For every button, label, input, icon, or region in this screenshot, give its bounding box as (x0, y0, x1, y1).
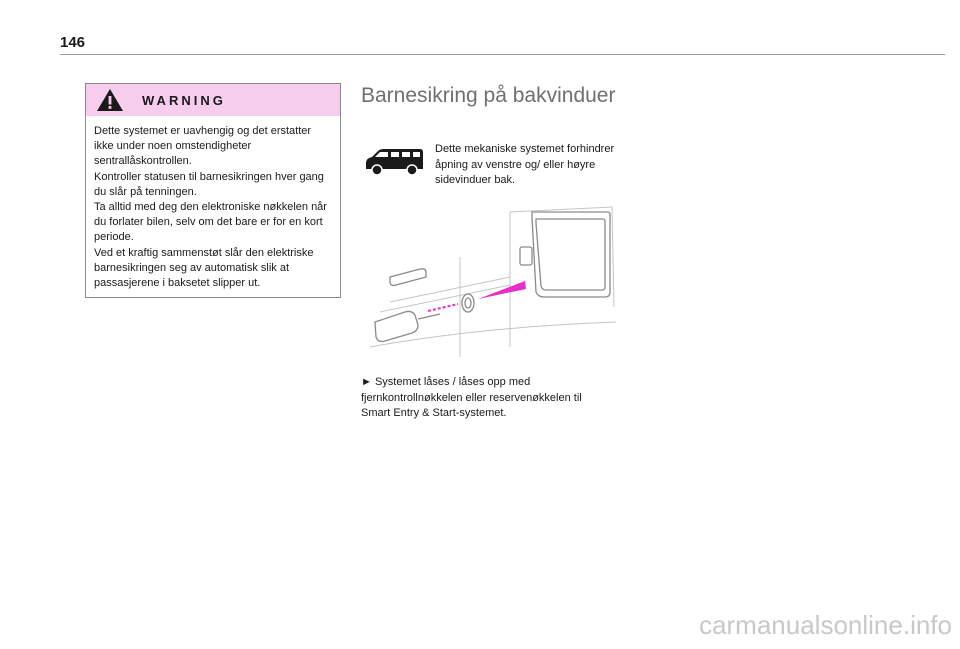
warning-paragraph: Dette systemet er uavhengig og det erstatter ikke under noen omstendigheter sentrallåskontrollen. (94, 125, 312, 168)
intro-text: Dette mekaniske systemet forhindrer åpning av venstre og/ eller høyre sidevinduer bak. (435, 143, 615, 186)
warning-header (86, 84, 340, 116)
van-side-icon (363, 147, 425, 177)
warning-paragraph: Ta alltid med deg den elektroniske nøkkelen når du forlater bilen, selv om det bare er for en kort periode. (94, 201, 327, 244)
warning-triangle-icon (96, 88, 124, 112)
warning-title: WARNING (142, 92, 226, 108)
warning-box (85, 83, 341, 298)
warning-body (94, 124, 332, 291)
top-rule (60, 54, 945, 55)
watermark: carmanualsonline.info (699, 610, 952, 640)
child-lock-illustration (360, 197, 618, 367)
instruction-text: ► Systemet låses / låses opp med fjernkontrollnøkkelen eller reservenøkkelen til Smart Entry & Start-systemet. (361, 376, 582, 419)
warning-paragraph: Ved et kraftig sammenstøt slår den elektriske barnesikringen seg av automatisk slik at passasjerene i baksetet slipper ut. (94, 246, 314, 290)
warning-paragraph: Kontroller statusen til barnesikringen hver gang du slår på tenningen. (94, 170, 324, 198)
section-title: Barnesikring på bakvinduer (361, 84, 616, 107)
page-number: 146 (60, 34, 86, 51)
